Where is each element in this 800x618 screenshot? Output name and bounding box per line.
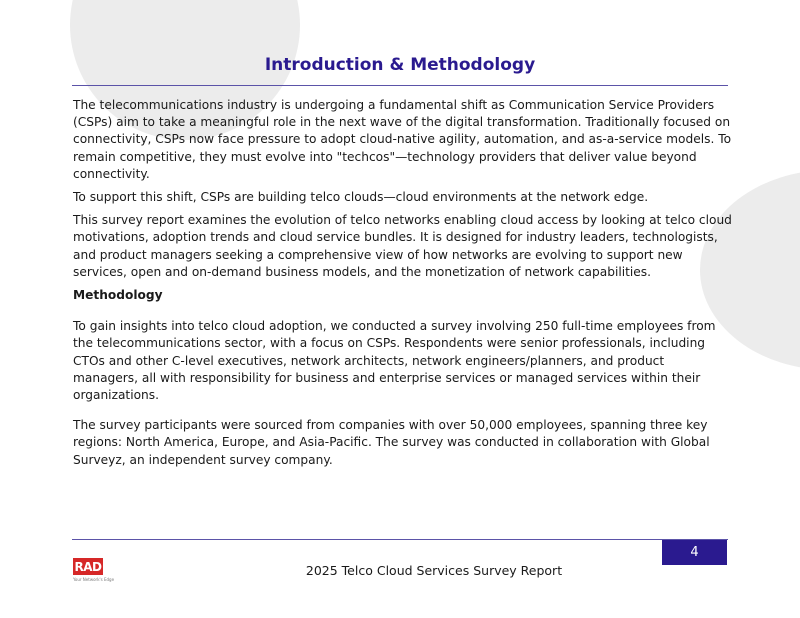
methodology-paragraph-1: To gain insights into telco cloud adoption, we conducted a survey involving 250 full-time employees from the telecommunications sector, with a focus on CSPs. Respondents were senior professionals, including CTOs and other C-level executives, network architects, network engineers/planners, and product managers, all with responsibility for business and enterprise services or managed services within their organizations. [73, 319, 716, 403]
title-divider [72, 85, 728, 86]
logo-tagline: Your Network's Edge [73, 577, 115, 582]
intro-paragraph-1: The telecommunications industry is undergoing a fundamental shift as Communication Service Providers (CSPs) aim to take a meaningful role in the next wave of the digital transformation. Traditionally focused on connectivity, CSPs now face pressure to adopt cloud-native agility, automation, and as-a-service models. To remain competitive, they must evolve into "techcos"—technology providers that deliver value beyond connectivity. [73, 98, 732, 181]
intro-paragraph-3: This survey report examines the evolution of telco networks enabling cloud access by looking at telco cloud motivations, adoption trends and cloud service bundles. It is designed for industry leaders, technologists, and product managers seeking a comprehensive view of how networks are evolving to support new services, open and on-demand business models, and the monetization of network capabilities. [73, 213, 732, 279]
page-title: Introduction & Methodology [264, 55, 536, 75]
methodology-paragraph-2: The survey participants were sourced from companies with over 50,000 employees, spanning three key regions: North America, Europe, and Asia-Pacific. The survey was conducted in collaboration with Global Surveyz, an independent survey company. [73, 418, 710, 467]
page-number: 4 [662, 540, 727, 565]
rad-logo [73, 558, 114, 582]
methodology-heading: Methodology [73, 288, 163, 303]
main-content [73, 97, 733, 475]
report-title: 2025 Telco Cloud Services Survey Report [305, 563, 563, 578]
intro-paragraph-2: To support this shift, CSPs are building telco clouds—cloud environments at the network edge. [73, 190, 649, 205]
footer-divider [72, 539, 728, 540]
logo-mark: RAD [74, 559, 102, 574]
